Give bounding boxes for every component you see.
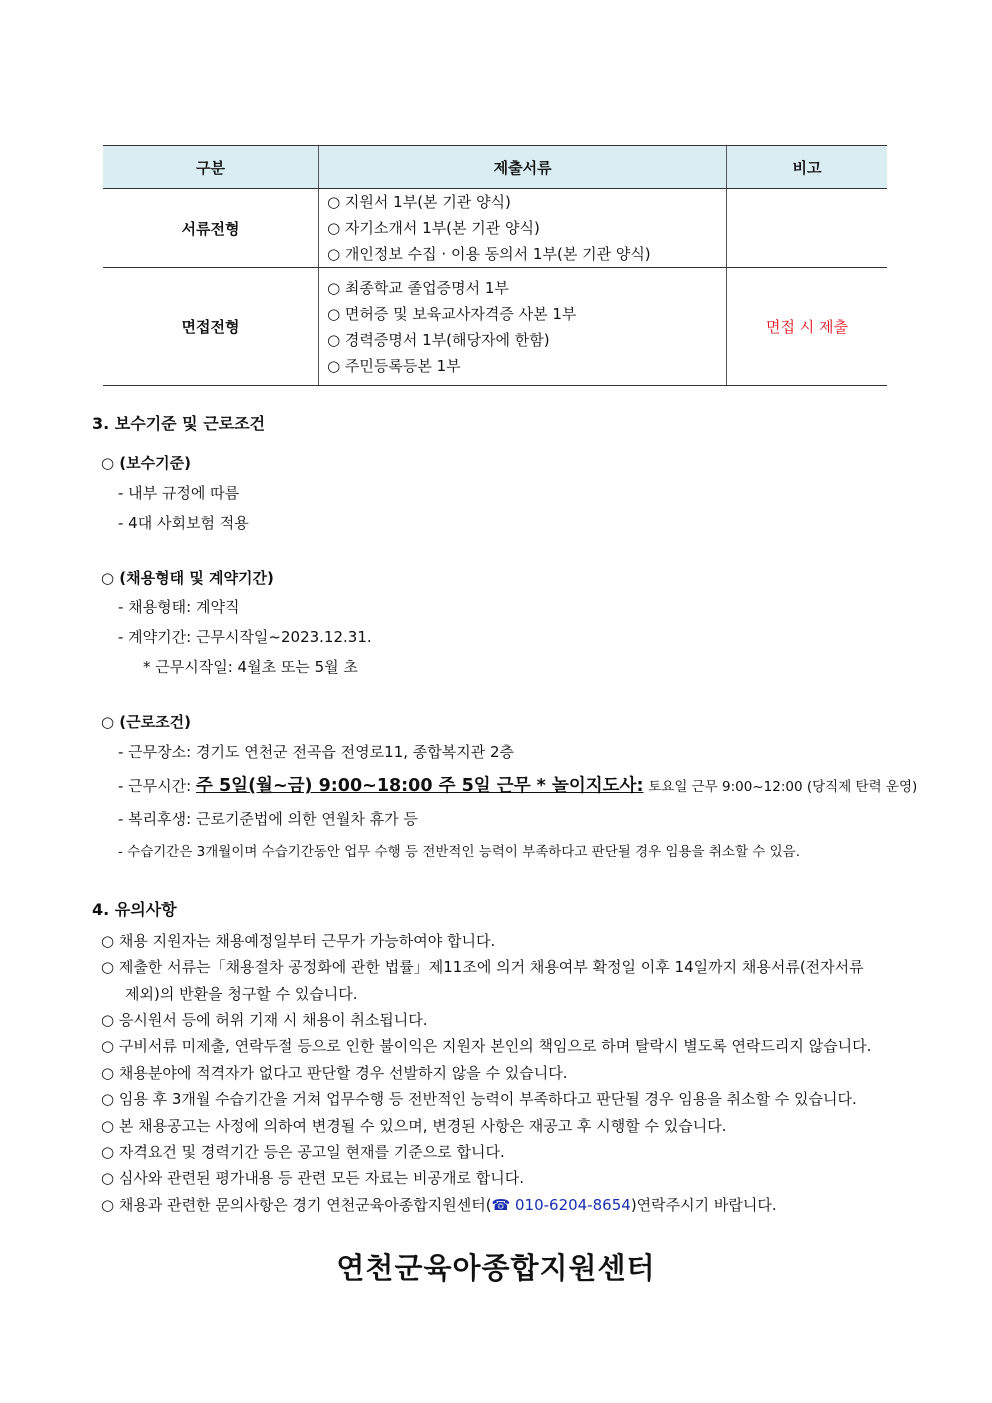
table-header-row xyxy=(103,146,887,189)
contact-prefix: ○ 채용과 관련한 문의사항은 경기 연천군육아종합지원센터( xyxy=(101,1196,492,1214)
notice-item: ○ 임용 후 3개월 수습기간을 거쳐 업무수행 등 전반적인 능력이 부족하다고 판단될 경우 임용을 취소할 수 있습니다. xyxy=(101,1090,857,1108)
pay-item: - 내부 규정에 따름 xyxy=(118,484,240,502)
probation: - 수습기간은 3개월이며 수습기간동안 업무 수행 등 전반적인 능력이 부족하다고 판단될 경우 임용을 취소할 수 있음. xyxy=(118,844,801,860)
notice-item: ○ 제출한 서류는「채용절차 공정화에 관한 법률」제11조에 의거 채용여부 확정일 이후 14일까지 채용서류(전자서류 xyxy=(101,958,864,976)
document-item: ○ 자기소개서 1부(본 기관 양식) xyxy=(327,219,540,237)
pay-heading: ○ (보수기준) xyxy=(101,454,191,472)
row-documents xyxy=(319,189,727,268)
documents-table xyxy=(103,145,887,386)
document-item: ○ 최종학교 졸업증명서 1부 xyxy=(327,278,509,297)
document-item: ○ 주민등록등본 1부 xyxy=(327,356,461,375)
pay-item: - 4대 사회보험 적용 xyxy=(118,514,249,532)
conditions-heading: ○ (근로조건) xyxy=(101,713,191,731)
work-hours-main: 주 5일(월~금) 9:00~18:00 주 5일 근무 * 놀이지도사: xyxy=(195,776,644,796)
table-row xyxy=(103,268,887,386)
section-3-title: 3. 보수기준 및 근로조건 xyxy=(92,414,266,433)
header-remarks: 비고 xyxy=(727,146,887,189)
employment-heading: ○ (채용형태 및 계약기간) xyxy=(101,569,274,587)
document-item: ○ 개인정보 수집 · 이용 동의서 1부(본 기관 양식) xyxy=(327,245,651,263)
organization-name: 연천군육아종합지원센터 xyxy=(336,1251,656,1285)
work-hours-extra: 토요일 근무 9:00~12:00 (당직제 탄력 운영) xyxy=(648,779,918,795)
row-remark xyxy=(727,189,887,268)
start-date-note: * 근무시작일: 4월초 또는 5월 초 xyxy=(143,658,358,676)
welfare: - 복리후생: 근로기준법에 의한 연월차 휴가 등 xyxy=(118,810,418,828)
work-hours xyxy=(118,772,917,797)
row-documents xyxy=(319,268,727,386)
notice-item: ○ 자격요건 및 경력기간 등은 공고일 현재를 기준으로 합니다. xyxy=(101,1143,505,1161)
header-category: 구분 xyxy=(103,146,319,189)
notice-item: ○ 구비서류 미제출, 연락두절 등으로 인한 불이익은 지원자 본인의 책임으로 하며 탈락시 별도록 연락드리지 않습니다. xyxy=(101,1037,872,1055)
row-category: 서류전형 xyxy=(103,189,319,268)
document-item: ○ 경력증명서 1부(해당자에 한함) xyxy=(327,330,550,349)
phone-number: ☎ 010-6204-8654 xyxy=(491,1196,631,1214)
section-4-title: 4. 유의사항 xyxy=(92,900,177,919)
row-category: 면접전형 xyxy=(103,268,319,386)
work-place: - 근무장소: 경기도 연천군 전곡읍 전영로11, 종합복지관 2층 xyxy=(118,743,515,761)
header-documents: 제출서류 xyxy=(319,146,727,189)
document-item: ○ 면허증 및 보육교사자격증 사본 1부 xyxy=(327,304,577,323)
employment-item: - 채용형태: 계약직 xyxy=(118,598,240,616)
contact-suffix: )연락주시기 바랍니다. xyxy=(630,1196,777,1214)
notice-item: ○ 응시원서 등에 허위 기재 시 채용이 취소됩니다. xyxy=(101,1011,428,1029)
employment-item: - 계약기간: 근무시작일~2023.12.31. xyxy=(118,628,372,646)
notice-item: ○ 본 채용공고는 사정에 의하여 변경될 수 있으며, 변경된 사항은 재공고 후 시행할 수 있습니다. xyxy=(101,1117,727,1135)
notice-item: ○ 채용분야에 적격자가 없다고 판단할 경우 선발하지 않을 수 있습니다. xyxy=(101,1064,568,1082)
notice-item: ○ 심사와 관련된 평가내용 등 관련 모든 자료는 비공개로 합니다. xyxy=(101,1169,525,1187)
table-row xyxy=(103,189,887,268)
work-hours-label: - 근무시간: xyxy=(118,777,192,795)
notice-item: ○ 채용 지원자는 채용예정일부터 근무가 가능하여야 합니다. xyxy=(101,932,496,950)
notice-item-continued: 제외)의 반환을 청구할 수 있습니다. xyxy=(125,985,358,1003)
contact-item xyxy=(101,1194,777,1215)
document-item: ○ 지원서 1부(본 기관 양식) xyxy=(327,193,511,211)
row-remark: 면접 시 제출 xyxy=(727,268,887,386)
